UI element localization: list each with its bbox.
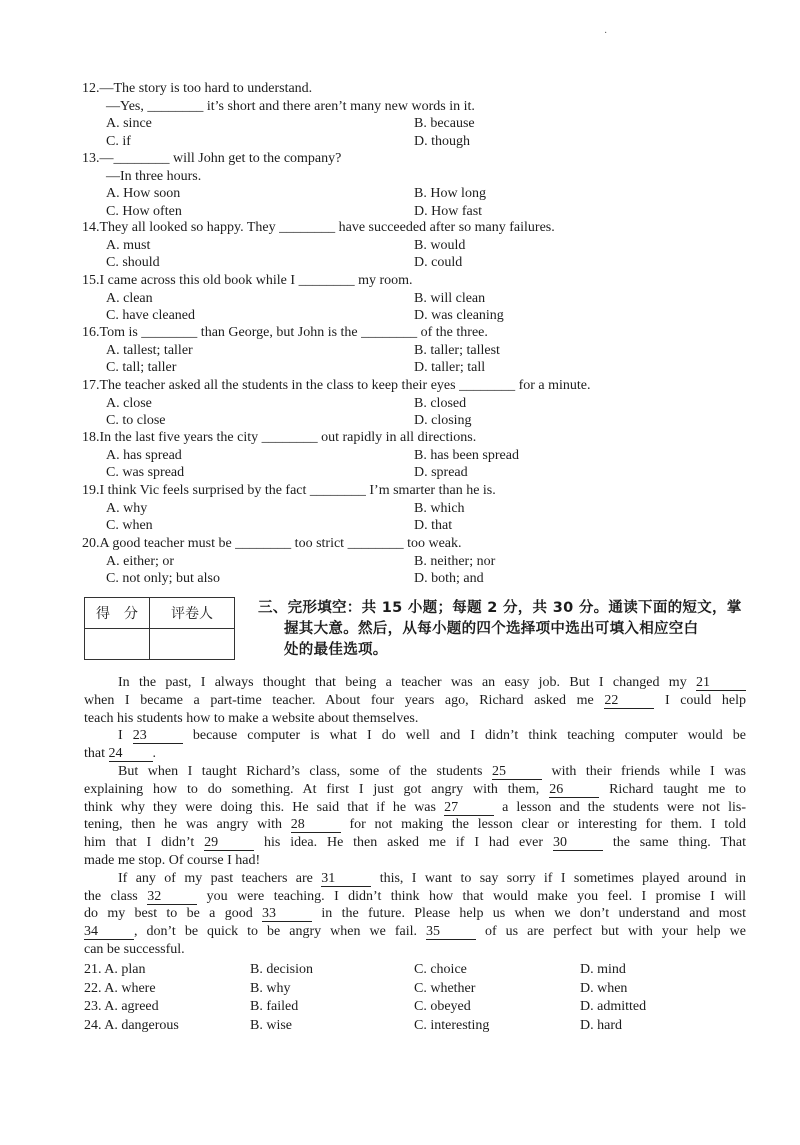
option-d[interactable]: D. spread bbox=[414, 465, 468, 480]
question-text: I think Vic feels surprised by the fact ________ I’m smarter than he is. bbox=[99, 483, 496, 498]
option-b[interactable]: B. will clean bbox=[414, 290, 486, 306]
option-b[interactable]: B. neither; nor bbox=[414, 553, 496, 569]
option-d[interactable]: D. could bbox=[414, 255, 463, 270]
cloze-option-row bbox=[84, 999, 764, 1018]
option-b[interactable]: B. which bbox=[414, 500, 465, 516]
blank-24[interactable]: 24 bbox=[109, 747, 153, 762]
option-d[interactable]: D. that bbox=[414, 518, 453, 533]
option-d[interactable]: D. mind bbox=[580, 962, 626, 977]
option-a[interactable]: A. where bbox=[104, 980, 156, 996]
option-c[interactable]: C. to close bbox=[106, 413, 166, 428]
blank-21[interactable]: 21 bbox=[696, 676, 746, 691]
blank-33[interactable]: 33 bbox=[262, 907, 312, 922]
option-b[interactable]: B. failed bbox=[250, 999, 299, 1014]
question-18 bbox=[82, 429, 762, 482]
option-d[interactable]: D. was cleaning bbox=[414, 308, 504, 323]
option-c[interactable]: C. choice bbox=[414, 962, 467, 977]
option-a[interactable]: A. either; or bbox=[106, 553, 175, 569]
question-text: The teacher asked all the students in the class to keep their eyes ________ for a minute. bbox=[99, 378, 591, 393]
cloze-passage: In the past, I always thought that being a teacher was an easy job. But I changed my 21 when I became a part-time teacher. About four years ago, Richard asked me 22 I could help teach his students how to make a website about themselves. I 23 because computer is what I do well and I didn’t think teaching computer would be that 24 . But when I taught Richard’s class, some of the students 25 with their friends while I was explaining how to do something. At first I just got angry with them, 26 Richard taught me to think why they were doing this. He said that if he was 27 a lesson and the students were not lis- tening, then he was angry with 28 for not making the lesson clear or interesting for them. I told him that I didn’t 29 his idea. He then asked me if I had ever 30 the same thing. That made me stop. Of course I had! If any of my past teachers are 31 this, I want to say sorry if I sometimes played around in the class 32 you were teaching. I didn’t think how that would make you feel. I promise I will do my best to be a good 33 in the future. Please help us when we don’t understand and most 34 , don’t be quick to be angry when we fail. 35 of us are perfect but with your help we can be successful. bbox=[84, 675, 747, 957]
blank-32[interactable]: 32 bbox=[147, 890, 197, 905]
option-d[interactable]: D. when bbox=[580, 980, 628, 996]
cloze-option-row bbox=[84, 981, 764, 1000]
scan-mark: · bbox=[604, 28, 608, 39]
option-c[interactable]: C. How often bbox=[106, 203, 182, 219]
option-number: 21. bbox=[84, 962, 102, 977]
question-number: 17. bbox=[82, 378, 100, 393]
blank-31[interactable]: 31 bbox=[321, 872, 371, 887]
option-a[interactable]: A. How soon bbox=[106, 186, 181, 201]
option-d[interactable]: D. though bbox=[414, 133, 470, 149]
question-text: I came across this old book while I ________ my room. bbox=[99, 273, 413, 288]
question-15 bbox=[82, 272, 762, 325]
option-a[interactable]: A. dangerous bbox=[104, 1017, 179, 1033]
option-a[interactable]: A. tallest; taller bbox=[106, 342, 193, 358]
option-a[interactable]: A. has spread bbox=[106, 447, 182, 463]
option-b[interactable]: B. closed bbox=[414, 395, 467, 411]
option-d[interactable]: D. closing bbox=[414, 413, 472, 428]
question-number: 20. bbox=[82, 536, 100, 551]
blank-27[interactable]: 27 bbox=[444, 801, 494, 816]
blank-22[interactable]: 22 bbox=[604, 694, 654, 709]
blank-26[interactable]: 26 bbox=[549, 783, 599, 798]
question-text: In the last five years the city ________ out rapidly in all directions. bbox=[99, 430, 477, 445]
option-d[interactable]: D. admitted bbox=[580, 999, 647, 1014]
option-number: 23. bbox=[84, 999, 102, 1014]
option-b[interactable]: B. How long bbox=[414, 186, 486, 201]
option-a[interactable]: A. since bbox=[106, 116, 152, 131]
question-13 bbox=[82, 150, 762, 220]
question-text: Tom is ________ than George, but John is the ________ of the three. bbox=[99, 325, 488, 340]
question-17 bbox=[82, 377, 762, 430]
question-text: —Yes, ________ it’s short and there aren’t many new words in it. bbox=[106, 98, 475, 114]
cloze-options bbox=[84, 962, 764, 1036]
option-a[interactable]: A. clean bbox=[106, 290, 153, 306]
option-b[interactable]: B. has been spread bbox=[414, 447, 519, 463]
question-number: 15. bbox=[82, 273, 100, 288]
question-number: 19. bbox=[82, 483, 100, 498]
blank-25[interactable]: 25 bbox=[492, 765, 542, 780]
question-number: 13. bbox=[82, 151, 100, 166]
score-label: 得 分 bbox=[85, 598, 150, 629]
option-b[interactable]: B. wise bbox=[250, 1017, 292, 1033]
question-number: 12. bbox=[82, 81, 100, 96]
question-text: —________ will John get to the company? bbox=[99, 151, 342, 166]
question-16 bbox=[82, 324, 762, 377]
option-d[interactable]: D. hard bbox=[580, 1017, 622, 1033]
option-b[interactable]: B. because bbox=[414, 116, 475, 131]
question-number: 14. bbox=[82, 220, 100, 235]
blank-29[interactable]: 29 bbox=[204, 836, 254, 851]
score-table bbox=[84, 597, 235, 660]
option-a[interactable]: A. why bbox=[106, 500, 148, 516]
question-14 bbox=[82, 219, 762, 272]
option-c[interactable]: C. tall; taller bbox=[106, 360, 177, 375]
option-b[interactable]: B. taller; tallest bbox=[414, 342, 500, 358]
question-number: 16. bbox=[82, 325, 100, 340]
option-d[interactable]: D. taller; tall bbox=[414, 360, 486, 375]
cloze-option-row bbox=[84, 962, 764, 981]
question-text: A good teacher must be ________ too strict ________ too weak. bbox=[99, 536, 462, 551]
option-b[interactable]: B. decision bbox=[250, 962, 313, 977]
blank-35[interactable]: 35 bbox=[426, 925, 476, 940]
option-a[interactable]: A. agreed bbox=[104, 999, 159, 1014]
option-a[interactable]: A. must bbox=[106, 237, 151, 253]
option-a[interactable]: A. close bbox=[106, 395, 152, 411]
question-text: They all looked so happy. They ________ have succeeded after so many failures. bbox=[99, 220, 555, 235]
option-d[interactable]: D. How fast bbox=[414, 203, 483, 219]
section-3-heading: 三、完形填空：共 15 小题；每题 2 分，共 30 分。通读下面的短文，掌 握其大意。然后，从每小题的四个选择项中选出可填入相应空白 处的最佳选项。 bbox=[258, 600, 742, 658]
option-c[interactable]: C. when bbox=[106, 518, 153, 533]
option-c[interactable]: C. not only; but also bbox=[106, 571, 220, 586]
score-cell bbox=[85, 629, 150, 660]
blank-30[interactable]: 30 bbox=[553, 836, 603, 851]
blank-34[interactable]: 34 bbox=[84, 925, 134, 940]
question-20 bbox=[82, 535, 762, 588]
option-number: 22. bbox=[84, 980, 102, 996]
blank-23[interactable]: 23 bbox=[133, 729, 183, 744]
option-d[interactable]: D. both; and bbox=[414, 571, 484, 586]
question-12 bbox=[82, 80, 762, 150]
cloze-option-row bbox=[84, 1018, 764, 1037]
grader-cell bbox=[150, 629, 235, 660]
option-c[interactable]: C. whether bbox=[414, 980, 476, 996]
option-number: 24. bbox=[84, 1017, 102, 1033]
option-c[interactable]: C. obeyed bbox=[414, 999, 471, 1014]
option-b[interactable]: B. would bbox=[414, 237, 466, 253]
question-number: 18. bbox=[82, 430, 100, 445]
option-c[interactable]: C. if bbox=[106, 133, 131, 149]
grader-label: 评卷人 bbox=[150, 598, 235, 629]
option-b[interactable]: B. why bbox=[250, 980, 291, 996]
option-a[interactable]: A. plan bbox=[104, 962, 146, 977]
option-c[interactable]: C. interesting bbox=[414, 1017, 490, 1033]
option-c[interactable]: C. have cleaned bbox=[106, 308, 196, 323]
option-c[interactable]: C. should bbox=[106, 255, 160, 270]
blank-28[interactable]: 28 bbox=[291, 818, 341, 833]
question-text: —The story is too hard to understand. bbox=[99, 81, 313, 96]
option-c[interactable]: C. was spread bbox=[106, 465, 185, 480]
question-19 bbox=[82, 482, 762, 535]
question-text: —In three hours. bbox=[106, 168, 202, 184]
